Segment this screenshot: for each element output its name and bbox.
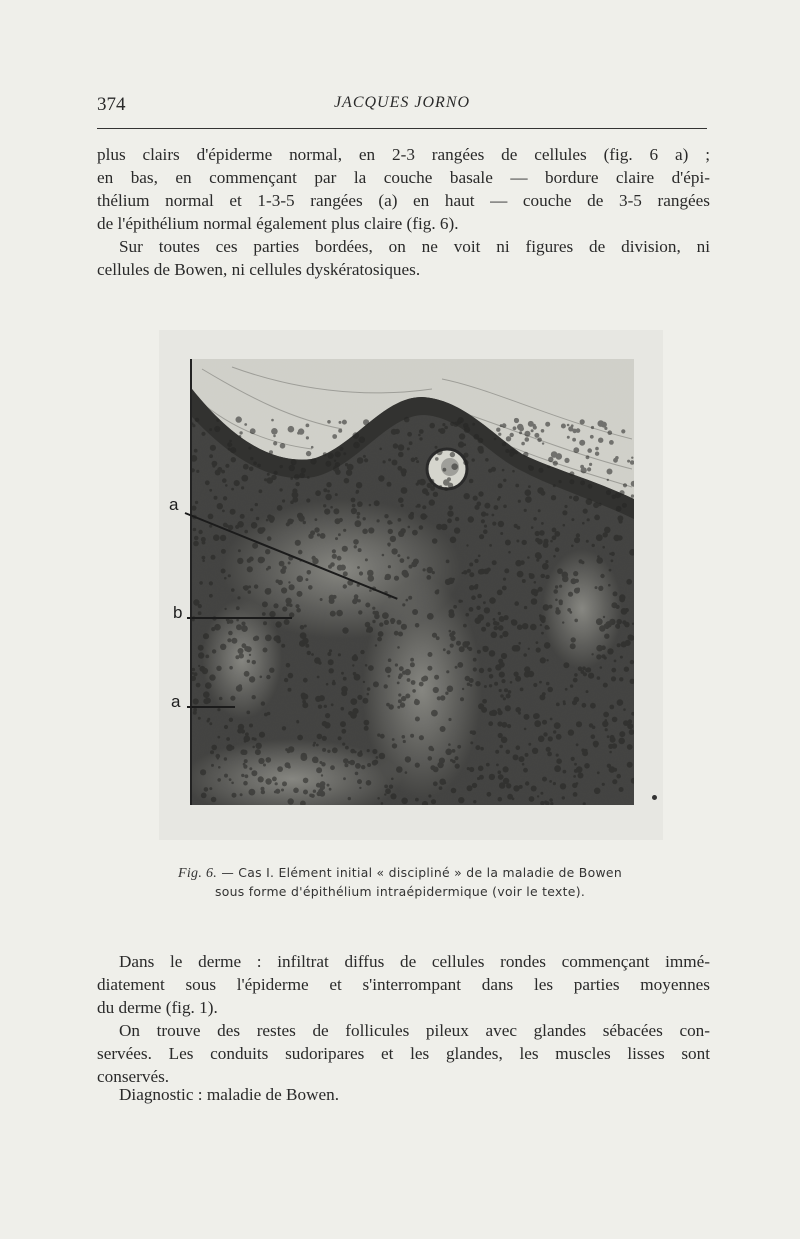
leader-line-a-lower xyxy=(187,706,235,708)
text-line: Sur toutes ces parties bordées, on ne voit ni figures de division, ni xyxy=(119,237,710,256)
text-line: Dans le derme : infiltrat diffus de cellules rondes commençant immé- xyxy=(119,952,710,971)
text-line: du derme (fig. 1). xyxy=(97,998,218,1017)
plate-mark xyxy=(652,795,657,800)
paragraph-derme xyxy=(97,950,710,1019)
running-title: JACQUES JORNO xyxy=(333,94,471,111)
text-line: thélium normal et 1-3-5 rangées (a) en haut — couche de 3-5 rangées xyxy=(97,191,710,210)
page-header xyxy=(97,94,707,118)
text-line: conservés. xyxy=(97,1067,170,1086)
paragraph-bordered-parts xyxy=(97,235,710,281)
paragraph-diagnostic xyxy=(97,1083,710,1106)
leader-line-b xyxy=(187,617,292,619)
text-line: cellules de Bowen, ni cellules dyskératosiques. xyxy=(97,260,421,279)
paragraph-follicules xyxy=(97,1019,710,1088)
caption-figure-number: Fig. 6. xyxy=(178,866,218,881)
text-line: plus clairs d'épiderme normal, en 2-3 rangées de cellules (fig. 6 a) ; xyxy=(97,145,710,164)
paragraph-continued xyxy=(97,143,710,235)
figure-label-a-upper: a xyxy=(169,495,179,514)
figure-label-b: b xyxy=(173,603,183,622)
text-line: diatement sous l'épiderme et s'interrompant dans les parties moyennes xyxy=(97,975,710,994)
micrograph-image xyxy=(190,359,634,805)
caption-text-line-1: — Cas I. Elément initial « discipliné » de la maladie de Bowen xyxy=(221,865,622,880)
text-line: Diagnostic : maladie de Bowen. xyxy=(119,1085,340,1104)
text-line: en bas, en commençant par la couche basale — bordure claire d'épi- xyxy=(97,168,710,187)
page-number: 374 xyxy=(97,94,126,115)
text-line: On trouve des restes de follicules pileux avec glandes sébacées con- xyxy=(119,1021,710,1040)
caption-text-line-2: sous forme d'épithélium intraépidermique (voir le texte). xyxy=(214,884,586,899)
header-rule xyxy=(97,128,707,129)
text-line: de l'épithélium normal également plus claire (fig. 6). xyxy=(97,214,459,233)
text-line: servées. Les conduits sudoripares et les glandes, les muscles lisses sont xyxy=(97,1044,710,1063)
figure-caption xyxy=(120,864,680,901)
figure-label-a-lower: a xyxy=(171,692,181,711)
